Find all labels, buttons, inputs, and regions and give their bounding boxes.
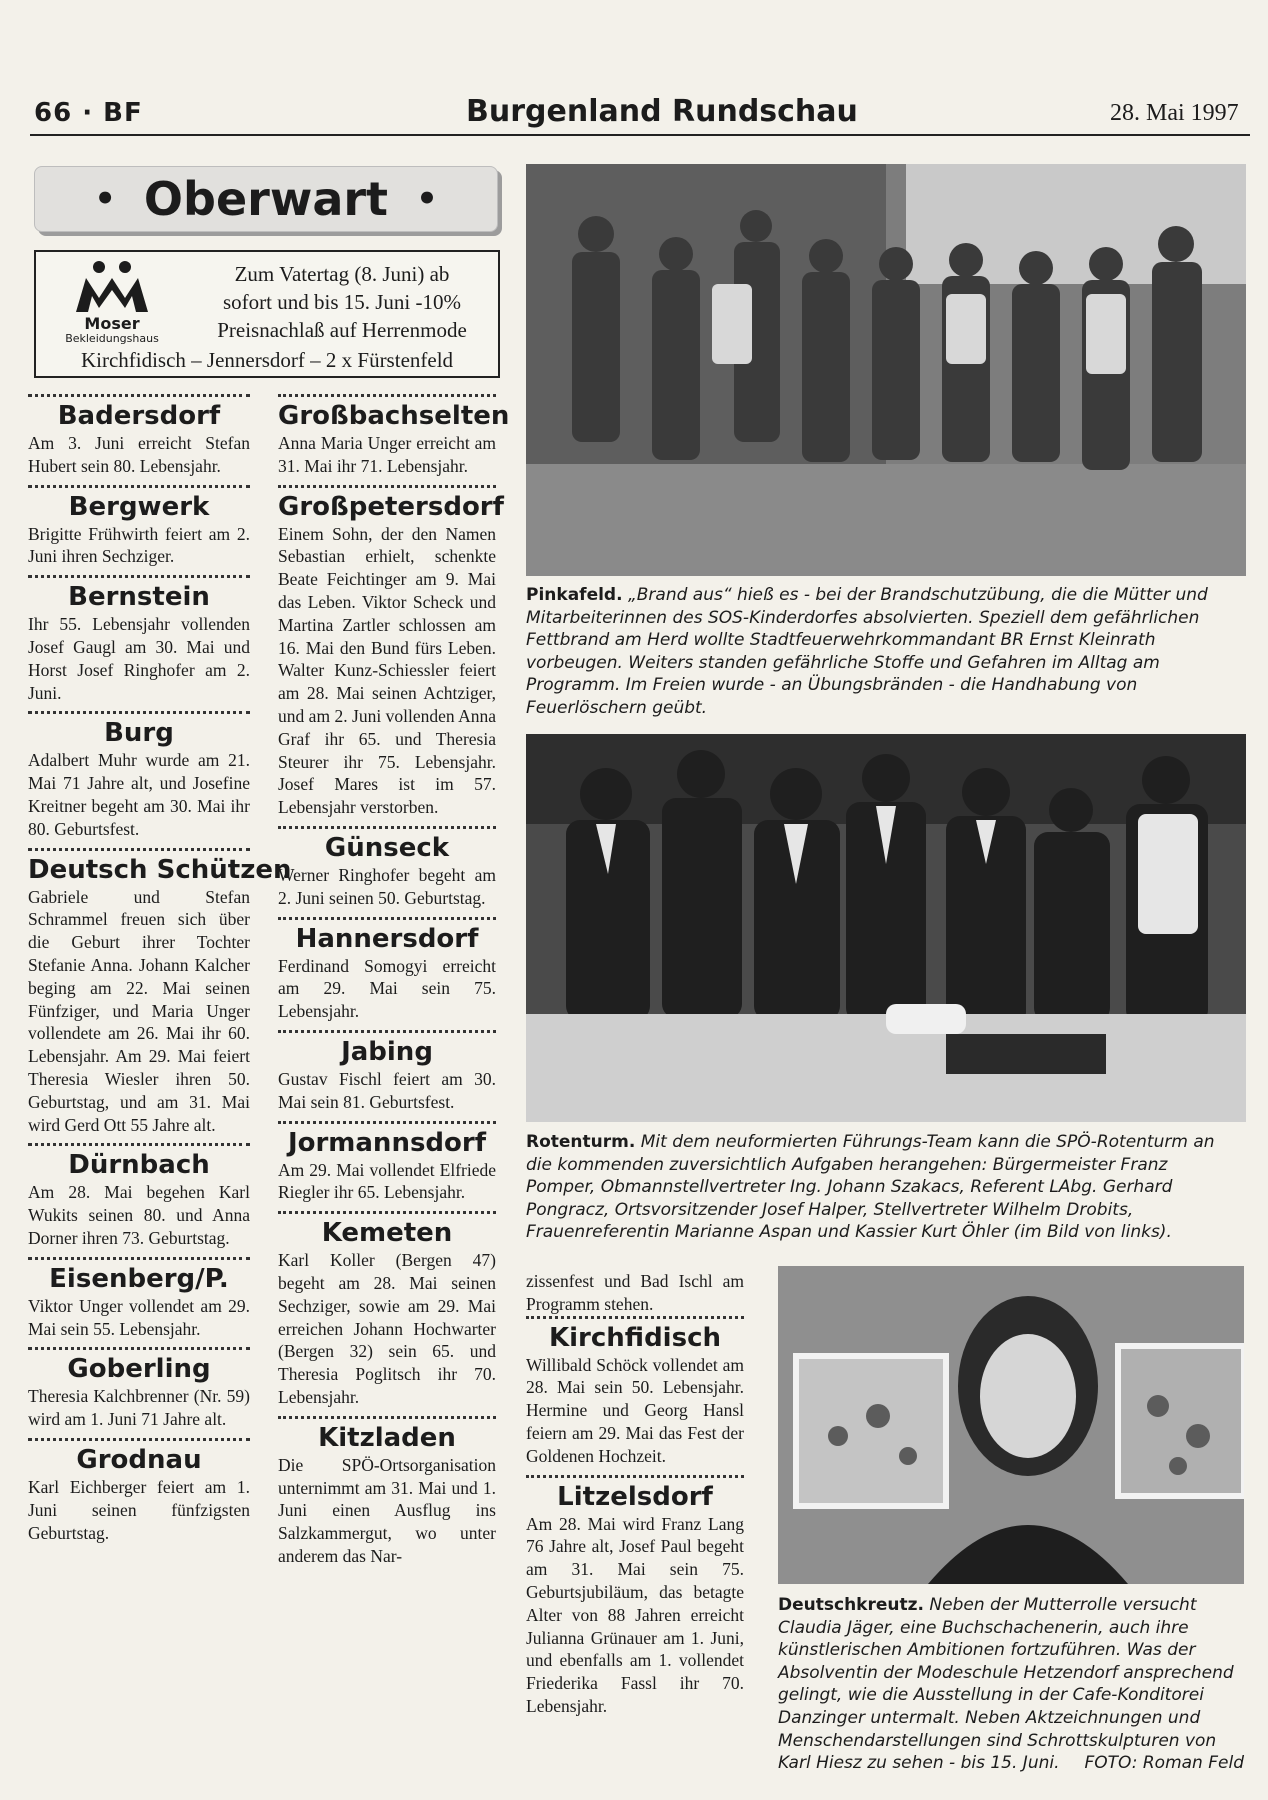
caption-place: Deutschkreutz. xyxy=(778,1595,924,1615)
notice-town: Kirchfidisch xyxy=(549,1322,721,1353)
notice xyxy=(278,485,504,819)
notice xyxy=(28,711,250,840)
notice-town: Litzelsdorf xyxy=(557,1481,713,1512)
notice-text: Am 28. Mai wird Franz Lang 76 Jahre alt, Josef Paul begeht am 31. Mai sein 75. Geburtsjubiläum, das betagte Alter von 88 Jahren erreicht Julianna Grünauer am 1. Juni, und ebenfalls am 1. vollendet Friederika Fassl ihr 70. Lebensjahr. xyxy=(526,1513,744,1716)
notice-text: Adalbert Muhr wurde am 21. Mai 71 Jahre alt, und Josefine Kreitner begeht am 30. Mai ihr 80. Geburtsfest. xyxy=(28,750,250,839)
notice-town: Großpetersdorf xyxy=(278,491,504,522)
notice-text: Gabriele und Stefan Schrammel freuen sich über die Geburt ihrer Tochter Stefanie Anna. Johann Kalcher beging am 22. Mai seinen Fünfziger, und Maria Unger vollendete am 26. Mai ihr 60. Lebensjahr. Am 29. Mai feiert Theresia Wiesler ihren 50. Geburtstag, und am 31. Mai wird Gerd Ott 55 Jahre alt. xyxy=(28,886,250,1135)
notice-text: Ihr 55. Lebensjahr vollenden Josef Gaugl am 30. Mai und Horst Josef Ringhofer am 2. Juni. xyxy=(28,614,250,703)
notice-town: Bernstein xyxy=(68,582,210,613)
banner-dot-right: • xyxy=(416,179,438,219)
notice-text: Einem Sohn, der den Namen Sebastian erhielt, schenkte Beate Feichtinger am 9. Mai das Leben. Viktor Scheck und Martina Zartler schlossen am 16. Mai den Bund fürs Leben. Walter Kunz-Schiessler feiert am 28. Mai seinen Achtziger, und am 2. Juni vollenden Anna Graf ihr 65. und Theresia Steurer ihr 75. Lebensjahr. Josef Mares ist im 57. Lebensjahr verstorben. xyxy=(278,523,496,818)
notice xyxy=(278,826,496,910)
notice-town: Eisenberg/P. xyxy=(49,1263,229,1294)
photo-deutschkreutz-artist xyxy=(778,1266,1244,1584)
notice-town: Badersdorf xyxy=(57,401,221,431)
caption-text: „Brand aus“ hieß es - bei der Brandschutzübung, die die Mütter und Mitarbeiterinnen des SOS-Kinderdorfes absolvierten. Speziell dem gefährlichen Fettbrand am Herd wollte Stadtfeuerwehrkommandant BR Ernst Kleinrath vorbeugen. Weiters standen gefährliche Stoffe und Gefahren im Alltag am Programm. Im Freien wurde - an Übungsbränden - die Handhabung von Feuerlöschern geübt. xyxy=(526,585,1208,718)
section-title: Oberwart xyxy=(143,172,389,226)
notice-text: Gustav Fischl feiert am 30. Mai sein 81. Geburtsfest. xyxy=(278,1068,496,1112)
notice xyxy=(28,1143,250,1249)
notice xyxy=(28,394,250,478)
column-1 xyxy=(28,394,292,1551)
notice-town: Jabing xyxy=(341,1036,433,1067)
notice xyxy=(28,575,250,704)
moser-logo-mark-icon xyxy=(72,258,152,314)
notice-text: Am 29. Mai vollendet Elfriede Riegler ihr 65. Lebensjahr. xyxy=(278,1159,496,1203)
ad-line: Zum Vatertag (8. Juni) ab xyxy=(234,262,450,286)
ad-brand-sub: Bekleidungshaus xyxy=(65,332,159,345)
caption-deutschkreutz xyxy=(778,1594,1244,1775)
notice-town: Grodnau xyxy=(76,1444,202,1475)
caption-rotenturm xyxy=(526,1131,1242,1244)
notice-text: Am 3. Juni erreicht Stefan Hubert sein 80. Lebensjahr. xyxy=(28,433,250,476)
notice-town: Goberling xyxy=(67,1354,211,1385)
notice xyxy=(28,485,250,569)
notice xyxy=(28,1438,250,1544)
notice xyxy=(278,1416,496,1568)
notice-town: Kitzladen xyxy=(318,1422,456,1453)
banner-dot-left: • xyxy=(94,179,116,219)
notice-town: Jormannsdorf xyxy=(287,1127,487,1158)
notice xyxy=(278,1211,496,1409)
notice-town: Großbachselten xyxy=(278,401,510,431)
photo-rotenturm-team xyxy=(526,734,1246,1122)
notice xyxy=(526,1475,744,1718)
issue-date: 28. Mai 1997 xyxy=(1110,100,1239,126)
notice-town: Hannersdorf xyxy=(295,923,479,954)
ad-brand: Moser xyxy=(84,314,140,333)
moser-logo xyxy=(48,258,176,346)
notice xyxy=(28,848,292,1137)
ad-locations: Kirchfidisch – Jennersdorf – 2 x Fürstenfeld xyxy=(80,348,454,372)
photo-credit: FOTO: Roman Feld xyxy=(1084,1753,1244,1774)
notice-town: Kemeten xyxy=(321,1218,453,1249)
notice-town: Bergwerk xyxy=(68,491,210,522)
notice xyxy=(278,1030,496,1114)
header-rule xyxy=(30,134,1250,136)
caption-text: Mit dem neuformierten Führungs-Team kann die SPÖ-Rotenturm an die kommenden zuversichtlich Aufgaben herangehen: Bürgermeister Franz Pomper, Obmannstellvertreter Ing. Johann Szakacs, Referent LAbg. Gerhard Pongracz, Ortsvorsitzender Josef Halper, Stellvertreter Wilhelm Drobits, Frauenreferentin Marianne Aspan und Kassier Kurt Öhler (im Bild von links). xyxy=(526,1132,1215,1243)
notice-continuation: zissenfest und Bad Ischl am Programm stehen. xyxy=(526,1271,744,1314)
caption-place: Rotenturm. xyxy=(526,1132,636,1152)
notice-town: Günseck xyxy=(324,832,450,863)
notice xyxy=(526,1316,744,1468)
notice-text: Karl Eichberger feiert am 1. Juni seinen fünfzigsten Geburtstag. xyxy=(28,1476,250,1543)
notice-text: Ferdinand Somogyi erreicht am 29. Mai sein 75. Lebensjahr. xyxy=(278,955,496,1022)
ad-text xyxy=(192,260,492,344)
section-banner xyxy=(34,166,498,232)
newspaper-title: Burgenland Rundschau xyxy=(466,94,858,129)
page-number: 66 · BF xyxy=(34,98,143,128)
advertisement xyxy=(34,250,500,378)
notice-text: Willibald Schöck vollendet am 28. Mai sein 50. Lebensjahr. Hermine und Georg Hansl feiern am 29. Mai das Fest der Goldenen Hochzeit. xyxy=(526,1354,744,1466)
notice-text: Die SPÖ-Ortsorganisation unternimmt am 31. Mai und 1. Juni einen Ausflug ins Salzkammergut, wo unter anderem das Nar- xyxy=(278,1454,496,1566)
photo-pinkafeld-group xyxy=(526,164,1246,576)
caption-pinkafeld xyxy=(526,584,1242,720)
notice xyxy=(278,917,496,1023)
notice xyxy=(278,394,510,478)
ad-line: Preisnachlaß auf Herrenmode xyxy=(217,318,467,342)
notice-town: Dürnbach xyxy=(68,1150,210,1181)
notice-town: Burg xyxy=(104,718,174,749)
column-2 xyxy=(278,394,510,1575)
column-3 xyxy=(526,1270,744,1725)
caption-place: Pinkafeld. xyxy=(526,585,623,605)
notice-text: Karl Koller (Bergen 47) begeht am 28. Mai seinen Sechziger, sowie am 29. Mai erreichen Johann Hochwarter (Bergen 32) sein 65. und Theresia Poglitsch ihr 70. Lebensjahr. xyxy=(278,1250,496,1407)
ad-line: sofort und bis 15. Juni -10% xyxy=(223,290,461,314)
notice-text: Am 28. Mai begehen Karl Wukits seinen 80. und Anna Dorner ihren 73. Geburtstag. xyxy=(28,1182,250,1248)
notice xyxy=(278,1121,496,1205)
notice-text: Werner Ringhofer begeht am 2. Juni seinen 50. Geburtstag. xyxy=(278,864,496,908)
notice-town: Deutsch Schützen xyxy=(28,854,292,885)
notice-text: Brigitte Frühwirth feiert am 2. Juni ihren Sechziger. xyxy=(28,523,250,567)
notice-text: Viktor Unger vollendet am 29. Mai sein 55. Lebensjahr. xyxy=(28,1295,250,1339)
notice xyxy=(28,1257,250,1341)
notice xyxy=(28,1347,250,1431)
notice-text: Theresia Kalchbrenner (Nr. 59) wird am 1. Juni 71 Jahre alt. xyxy=(28,1386,250,1430)
caption-text: Neben der Mutterrolle versucht Claudia Jäger, eine Buchschachenerin, auch ihre künstlerischen Ambitionen fortzuführen. Was der Absolventin der Modeschule Hetzendorf ansprechend gelingt, wie die Ausstellung in der Cafe-Konditorei Danzinger untermalt. Neben Aktzeichnungen und Menschendarstellungen sind Schrottskulpturen von Karl Hiesz zu sehen - bis 15. Juni. xyxy=(778,1595,1234,1774)
notice-text: Anna Maria Unger erreicht am 31. Mai ihr 71. Lebensjahr. xyxy=(278,433,496,476)
